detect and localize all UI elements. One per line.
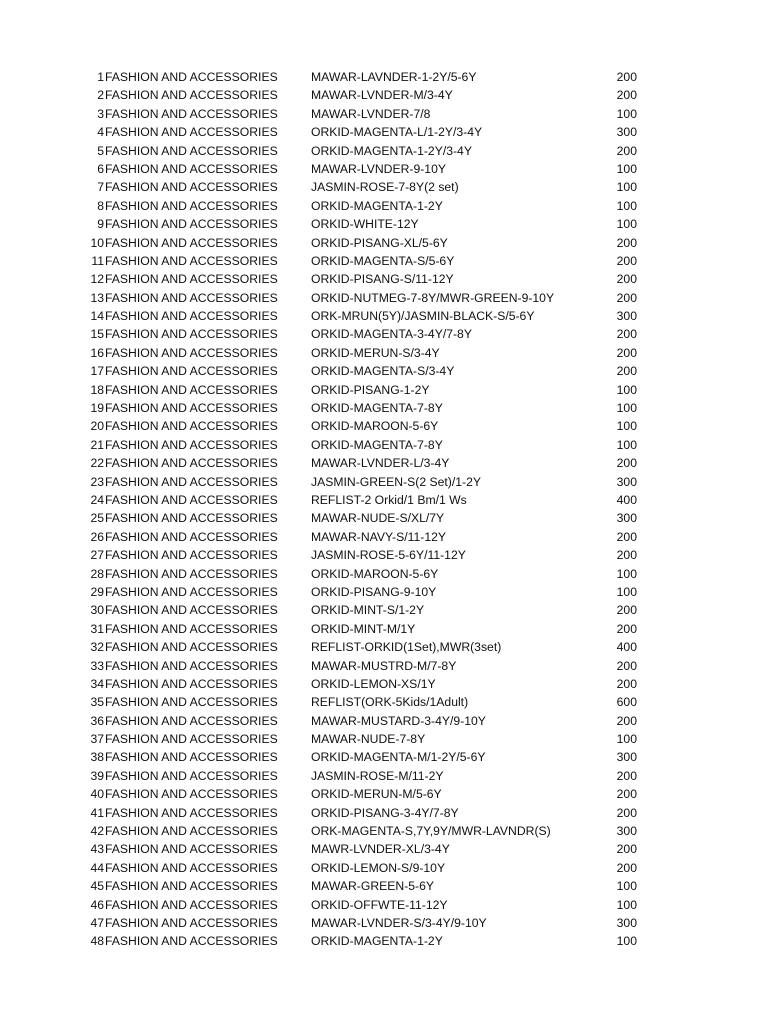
table-row [0, 381, 768, 399]
row-quantity: 100 [616, 732, 637, 747]
row-number: 19 [90, 401, 104, 416]
row-quantity: 200 [616, 713, 637, 728]
table-row [0, 362, 768, 380]
row-category: FASHION AND ACCESSORIES [105, 548, 278, 563]
row-number: 2 [97, 88, 104, 103]
row-number: 29 [90, 584, 104, 599]
row-item: MAWAR-GREEN-5-6Y [311, 879, 435, 894]
row-quantity: 200 [616, 88, 637, 103]
row-quantity: 200 [616, 143, 637, 158]
table-row [0, 289, 768, 307]
row-quantity: 200 [616, 805, 637, 820]
row-number: 6 [97, 161, 104, 176]
row-category: FASHION AND ACCESSORIES [105, 860, 278, 875]
row-number: 14 [90, 309, 104, 324]
row-item: ORKID-MAROON-5-6Y [311, 566, 439, 581]
row-category: FASHION AND ACCESSORIES [105, 235, 278, 250]
row-item: REFLIST-ORKID(1Set),MWR(3set) [311, 640, 502, 655]
row-quantity: 300 [616, 824, 637, 839]
row-category: FASHION AND ACCESSORIES [105, 456, 278, 471]
order-list-sheet [0, 68, 768, 951]
row-category: FASHION AND ACCESSORIES [105, 419, 278, 434]
row-quantity: 400 [616, 640, 637, 655]
row-quantity: 200 [616, 70, 637, 84]
row-item: JASMIN-ROSE-7-8Y(2 set) [311, 180, 459, 195]
row-category: FASHION AND ACCESSORIES [105, 437, 278, 452]
row-quantity: 200 [616, 253, 637, 268]
row-quantity: 300 [616, 125, 637, 140]
row-category: FASHION AND ACCESSORIES [105, 290, 278, 305]
row-item: ORK-MRUN(5Y)/JASMIN-BLACK-S/5-6Y [311, 309, 535, 324]
table-row [0, 473, 768, 491]
row-item: MAWAR-NAVY-S/11-12Y [311, 529, 446, 544]
row-category: FASHION AND ACCESSORIES [105, 382, 278, 397]
row-item: ORKID-MINT-S/1-2Y [311, 603, 425, 618]
table-row [0, 914, 768, 932]
table-row [0, 436, 768, 454]
row-number: 46 [90, 897, 104, 912]
row-category: FASHION AND ACCESSORIES [105, 364, 278, 379]
row-item: ORKID-MINT-M/1Y [311, 621, 416, 636]
row-category: FASHION AND ACCESSORIES [105, 70, 278, 84]
row-number: 25 [90, 511, 104, 526]
table-row [0, 234, 768, 252]
table-row [0, 840, 768, 858]
table-row [0, 601, 768, 619]
row-number: 23 [90, 474, 104, 489]
row-item: JASMIN-ROSE-M/11-2Y [311, 768, 444, 783]
row-item: ORKID-PISANG-3-4Y/7-8Y [311, 805, 459, 820]
row-number: 26 [90, 529, 104, 544]
row-number: 16 [90, 345, 104, 360]
row-number: 15 [90, 327, 104, 342]
row-quantity: 200 [616, 676, 637, 691]
row-item: MAWAR-NUDE-7-8Y [311, 732, 426, 747]
row-quantity: 100 [616, 584, 637, 599]
row-category: FASHION AND ACCESSORIES [105, 713, 278, 728]
row-quantity: 100 [616, 934, 637, 949]
table-row [0, 344, 768, 362]
row-number: 11 [91, 253, 104, 268]
row-number: 4 [97, 125, 104, 140]
row-number: 1 [97, 70, 104, 84]
row-category: FASHION AND ACCESSORIES [105, 511, 278, 526]
row-category: FASHION AND ACCESSORIES [105, 106, 278, 121]
table-row [0, 896, 768, 914]
row-category: FASHION AND ACCESSORIES [105, 474, 278, 489]
row-number: 33 [90, 658, 104, 673]
row-number: 21 [90, 437, 104, 452]
table-row [0, 767, 768, 785]
row-quantity: 200 [616, 529, 637, 544]
table-row [0, 307, 768, 325]
row-quantity: 200 [616, 364, 637, 379]
row-quantity: 200 [616, 860, 637, 875]
row-quantity: 100 [616, 419, 637, 434]
row-category: FASHION AND ACCESSORIES [105, 253, 278, 268]
row-category: FASHION AND ACCESSORIES [105, 327, 278, 342]
table-row [0, 546, 768, 564]
table-row [0, 638, 768, 656]
row-quantity: 200 [616, 272, 637, 287]
row-number: 37 [90, 732, 104, 747]
table-row [0, 270, 768, 288]
row-category: FASHION AND ACCESSORIES [105, 584, 278, 599]
table-row [0, 785, 768, 803]
row-item: MAWAR-NUDE-S/XL/7Y [311, 511, 445, 526]
table-row [0, 160, 768, 178]
table-row [0, 123, 768, 141]
row-item: MAWR-LVNDER-XL/3-4Y [311, 842, 450, 857]
row-item: ORKID-LEMON-S/9-10Y [311, 860, 446, 875]
table-row [0, 565, 768, 583]
row-number: 12 [90, 272, 104, 287]
row-quantity: 100 [616, 566, 637, 581]
row-item: JASMIN-GREEN-S(2 Set)/1-2Y [311, 474, 481, 489]
row-number: 8 [97, 198, 104, 213]
row-category: FASHION AND ACCESSORIES [105, 842, 278, 857]
row-category: FASHION AND ACCESSORIES [105, 640, 278, 655]
row-number: 45 [90, 879, 104, 894]
row-category: FASHION AND ACCESSORIES [105, 603, 278, 618]
row-category: FASHION AND ACCESSORIES [105, 787, 278, 802]
table-row [0, 105, 768, 123]
row-number: 42 [90, 824, 104, 839]
row-quantity: 600 [616, 695, 637, 710]
row-quantity: 200 [616, 548, 637, 563]
row-number: 32 [90, 640, 104, 655]
row-category: FASHION AND ACCESSORIES [105, 934, 278, 949]
table-row [0, 454, 768, 472]
row-category: FASHION AND ACCESSORIES [105, 676, 278, 691]
row-item: REFLIST(ORK-5Kids/1Adult) [311, 695, 469, 710]
row-item: ORKID-MAGENTA-7-8Y [311, 401, 443, 416]
table-row [0, 86, 768, 104]
row-category: FASHION AND ACCESSORIES [105, 566, 278, 581]
row-item: MAWAR-LVNDER-9-10Y [311, 161, 446, 176]
row-item: ORKID-OFFWTE-11-12Y [311, 897, 448, 912]
table-row [0, 932, 768, 950]
row-quantity: 200 [616, 345, 637, 360]
row-category: FASHION AND ACCESSORIES [105, 750, 278, 765]
row-item: ORKID-MAGENTA-S/5-6Y [311, 253, 455, 268]
row-category: FASHION AND ACCESSORIES [105, 621, 278, 636]
row-item: MAWAR-LVNDER-L/3-4Y [311, 456, 450, 471]
row-quantity: 300 [616, 915, 637, 930]
row-quantity: 100 [616, 401, 637, 416]
table-row [0, 822, 768, 840]
row-item: ORKID-LEMON-XS/1Y [311, 676, 436, 691]
row-item: ORKID-MERUN-S/3-4Y [311, 345, 440, 360]
row-number: 17 [90, 364, 104, 379]
row-quantity: 300 [616, 750, 637, 765]
table-row [0, 399, 768, 417]
row-number: 47 [90, 915, 104, 930]
row-number: 13 [90, 290, 104, 305]
row-quantity: 100 [616, 161, 637, 176]
row-quantity: 200 [616, 603, 637, 618]
row-category: FASHION AND ACCESSORIES [105, 401, 278, 416]
row-number: 48 [90, 934, 104, 949]
row-category: FASHION AND ACCESSORIES [105, 695, 278, 710]
row-quantity: 100 [616, 437, 637, 452]
row-quantity: 200 [616, 621, 637, 636]
row-number: 22 [90, 456, 104, 471]
row-quantity: 100 [616, 217, 637, 232]
row-item: ORKID-MAGENTA-3-4Y/7-8Y [311, 327, 472, 342]
row-number: 27 [90, 548, 104, 563]
row-category: FASHION AND ACCESSORIES [105, 768, 278, 783]
row-item: MAWAR-MUSTARD-3-4Y/9-10Y [311, 713, 486, 728]
row-category: FASHION AND ACCESSORIES [105, 143, 278, 158]
row-category: FASHION AND ACCESSORIES [105, 309, 278, 324]
row-item: ORKID-PISANG-9-10Y [311, 584, 437, 599]
row-item: MAWAR-LAVNDER-1-2Y/5-6Y [311, 70, 477, 84]
row-quantity: 100 [616, 897, 637, 912]
row-item: MAWAR-LVNDER-M/3-4Y [311, 88, 453, 103]
row-quantity: 300 [616, 474, 637, 489]
table-row [0, 528, 768, 546]
table-row [0, 68, 768, 86]
row-item: MAWAR-LVNDER-7/8 [311, 106, 431, 121]
table-row [0, 142, 768, 160]
table-row [0, 215, 768, 233]
row-number: 35 [90, 695, 104, 710]
row-item: ORKID-MAGENTA-M/1-2Y/5-6Y [311, 750, 486, 765]
table-row [0, 252, 768, 270]
table-row [0, 583, 768, 601]
row-number: 10 [90, 235, 104, 250]
row-quantity: 200 [616, 290, 637, 305]
row-quantity: 100 [616, 879, 637, 894]
row-category: FASHION AND ACCESSORIES [105, 897, 278, 912]
row-item: ORKID-MERUN-M/5-6Y [311, 787, 442, 802]
row-item: ORKID-MAGENTA-1-2Y [311, 198, 443, 213]
table-row [0, 877, 768, 895]
row-item: ORKID-PISANG-1-2Y [311, 382, 430, 397]
row-category: FASHION AND ACCESSORIES [105, 125, 278, 140]
table-row [0, 657, 768, 675]
row-number: 34 [90, 676, 104, 691]
row-category: FASHION AND ACCESSORIES [105, 805, 278, 820]
row-item: ORKID-PISANG-XL/5-6Y [311, 235, 448, 250]
row-quantity: 100 [616, 382, 637, 397]
table-row [0, 178, 768, 196]
row-category: FASHION AND ACCESSORIES [105, 161, 278, 176]
table-row [0, 730, 768, 748]
row-item: ORKID-PISANG-S/11-12Y [311, 272, 454, 287]
row-number: 18 [90, 382, 104, 397]
row-item: ORKID-MAGENTA-7-8Y [311, 437, 443, 452]
row-quantity: 200 [616, 658, 637, 673]
row-item: ORKID-MAGENTA-L/1-2Y/3-4Y [311, 125, 483, 140]
row-quantity: 200 [616, 787, 637, 802]
row-number: 9 [97, 217, 104, 232]
table-row [0, 325, 768, 343]
row-quantity: 100 [616, 198, 637, 213]
row-number: 36 [90, 713, 104, 728]
row-number: 38 [90, 750, 104, 765]
table-row [0, 417, 768, 435]
row-item: MAWAR-LVNDER-S/3-4Y/9-10Y [311, 915, 487, 930]
row-category: FASHION AND ACCESSORIES [105, 272, 278, 287]
row-category: FASHION AND ACCESSORIES [105, 879, 278, 894]
row-item: ORKID-MAGENTA-1-2Y/3-4Y [311, 143, 472, 158]
row-category: FASHION AND ACCESSORIES [105, 88, 278, 103]
row-item: MAWAR-MUSTRD-M/7-8Y [311, 658, 457, 673]
row-category: FASHION AND ACCESSORIES [105, 529, 278, 544]
row-category: FASHION AND ACCESSORIES [105, 658, 278, 673]
table-row [0, 804, 768, 822]
row-category: FASHION AND ACCESSORIES [105, 824, 278, 839]
row-category: FASHION AND ACCESSORIES [105, 492, 278, 507]
row-item: JASMIN-ROSE-5-6Y/11-12Y [311, 548, 466, 563]
row-quantity: 300 [616, 309, 637, 324]
row-category: FASHION AND ACCESSORIES [105, 217, 278, 232]
row-quantity: 100 [616, 180, 637, 195]
table-row [0, 509, 768, 527]
row-quantity: 200 [616, 235, 637, 250]
row-item: ORKID-MAROON-5-6Y [311, 419, 439, 434]
row-quantity: 200 [616, 842, 637, 857]
row-quantity: 100 [616, 106, 637, 121]
row-quantity: 200 [616, 456, 637, 471]
table-row [0, 197, 768, 215]
row-number: 28 [90, 566, 104, 581]
row-item: ORK-MAGENTA-S,7Y,9Y/MWR-LAVNDR(S) [311, 824, 551, 839]
row-category: FASHION AND ACCESSORIES [105, 345, 278, 360]
row-category: FASHION AND ACCESSORIES [105, 198, 278, 213]
row-item: ORKID-MAGENTA-1-2Y [311, 934, 443, 949]
row-number: 39 [90, 768, 104, 783]
table-row [0, 748, 768, 766]
row-category: FASHION AND ACCESSORIES [105, 180, 278, 195]
table-row [0, 620, 768, 638]
row-number: 44 [90, 860, 104, 875]
row-category: FASHION AND ACCESSORIES [105, 732, 278, 747]
row-item: ORKID-WHITE-12Y [311, 217, 419, 232]
row-number: 43 [90, 842, 104, 857]
row-item: ORKID-MAGENTA-S/3-4Y [311, 364, 455, 379]
row-quantity: 200 [616, 768, 637, 783]
row-quantity: 400 [616, 492, 637, 507]
table-row [0, 859, 768, 877]
table-row [0, 693, 768, 711]
row-item: REFLIST-2 Orkid/1 Bm/1 Ws [311, 492, 467, 507]
row-number: 31 [90, 621, 104, 636]
row-category: FASHION AND ACCESSORIES [105, 915, 278, 930]
table-row [0, 491, 768, 509]
row-number: 24 [90, 492, 104, 507]
table-row [0, 675, 768, 693]
row-number: 5 [97, 143, 104, 158]
row-number: 41 [90, 805, 104, 820]
row-number: 40 [90, 787, 104, 802]
table-row [0, 712, 768, 730]
row-number: 20 [90, 419, 104, 434]
row-quantity: 300 [616, 511, 637, 526]
row-item: ORKID-NUTMEG-7-8Y/MWR-GREEN-9-10Y [311, 290, 555, 305]
row-quantity: 200 [616, 327, 637, 342]
row-number: 30 [90, 603, 104, 618]
row-number: 3 [97, 106, 104, 121]
row-number: 7 [97, 180, 104, 195]
